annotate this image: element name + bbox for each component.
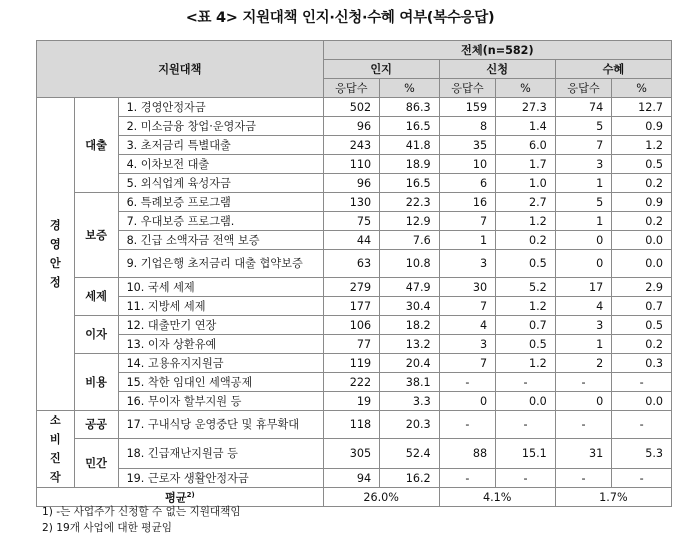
cell-percent: - bbox=[496, 373, 556, 392]
cell-count: 16 bbox=[439, 193, 495, 212]
cell-percent: 7.6 bbox=[380, 231, 440, 250]
section-label bbox=[37, 411, 75, 488]
cell-count: - bbox=[439, 373, 495, 392]
item-name: 12. 대출만기 연장 bbox=[118, 316, 323, 335]
cell-count: - bbox=[555, 469, 611, 488]
cell-count: 0 bbox=[555, 250, 611, 278]
cell-percent: 20.4 bbox=[380, 354, 440, 373]
cell-count: 279 bbox=[323, 278, 379, 297]
average-value: 1.7% bbox=[555, 488, 671, 507]
cell-percent: 18.9 bbox=[380, 155, 440, 174]
cell-percent: 0.2 bbox=[612, 335, 672, 354]
cell-percent: 16.5 bbox=[380, 174, 440, 193]
item-name: 14. 고용유지지원금 bbox=[118, 354, 323, 373]
cell-count: 1 bbox=[439, 231, 495, 250]
cell-count: 2 bbox=[555, 354, 611, 373]
cell-percent: 6.0 bbox=[496, 136, 556, 155]
cell-percent: 3.3 bbox=[380, 392, 440, 411]
cell-percent: 13.2 bbox=[380, 335, 440, 354]
cell-count: 7 bbox=[439, 212, 495, 231]
item-name: 2. 미소금융 창업·운영자금 bbox=[118, 117, 323, 136]
cell-count: 77 bbox=[323, 335, 379, 354]
header-sub: % bbox=[380, 79, 440, 98]
section-label-char: 진 bbox=[49, 452, 61, 465]
header-sub: % bbox=[612, 79, 672, 98]
cell-count: 19 bbox=[323, 392, 379, 411]
cell-percent: - bbox=[612, 411, 672, 439]
cell-count: 130 bbox=[323, 193, 379, 212]
cell-count: 3 bbox=[555, 316, 611, 335]
cell-count: 159 bbox=[439, 98, 495, 117]
header-total: 전체(n=582) bbox=[323, 41, 671, 60]
table-row bbox=[37, 278, 672, 297]
cell-percent: 12.9 bbox=[380, 212, 440, 231]
cell-percent: 0.9 bbox=[612, 193, 672, 212]
cell-count: 3 bbox=[439, 250, 495, 278]
item-name: 1. 경영안정자금 bbox=[118, 98, 323, 117]
cell-percent: 0.9 bbox=[612, 117, 672, 136]
item-name: 10. 국세 세제 bbox=[118, 278, 323, 297]
table-row bbox=[37, 316, 672, 335]
cell-count: 4 bbox=[439, 316, 495, 335]
item-name: 4. 이차보전 대출 bbox=[118, 155, 323, 174]
cell-count: 7 bbox=[439, 354, 495, 373]
footnote: 1) -는 사업주가 신청할 수 없는 지원대책임 bbox=[42, 506, 241, 518]
table-row bbox=[37, 354, 672, 373]
cell-percent: 27.3 bbox=[496, 98, 556, 117]
cell-percent: 2.7 bbox=[496, 193, 556, 212]
category-label: 비용 bbox=[74, 354, 118, 411]
cell-count: - bbox=[439, 469, 495, 488]
cell-count: 7 bbox=[555, 136, 611, 155]
cell-count: 74 bbox=[555, 98, 611, 117]
header-group-awareness: 인지 bbox=[323, 60, 439, 79]
cell-count: 4 bbox=[555, 297, 611, 316]
cell-count: - bbox=[555, 411, 611, 439]
cell-percent: - bbox=[496, 469, 556, 488]
cell-percent: 12.7 bbox=[612, 98, 672, 117]
table-row bbox=[37, 469, 672, 488]
table-row bbox=[37, 155, 672, 174]
section-label bbox=[37, 98, 75, 411]
cell-percent: 0.2 bbox=[612, 212, 672, 231]
item-name: 5. 외식업계 육성자금 bbox=[118, 174, 323, 193]
item-name: 6. 특례보증 프로그램 bbox=[118, 193, 323, 212]
header-group-application: 신청 bbox=[439, 60, 555, 79]
item-name: 19. 근로자 생활안정자금 bbox=[118, 469, 323, 488]
cell-count: 8 bbox=[439, 117, 495, 136]
section-label-char: 경 bbox=[49, 219, 61, 232]
cell-percent: 0.0 bbox=[496, 392, 556, 411]
cell-count: 177 bbox=[323, 297, 379, 316]
item-name: 11. 지방세 세제 bbox=[118, 297, 323, 316]
category-label: 세제 bbox=[74, 278, 118, 316]
cell-count: 243 bbox=[323, 136, 379, 155]
header-sub: % bbox=[496, 79, 556, 98]
category-label: 이자 bbox=[74, 316, 118, 354]
table-row bbox=[37, 335, 672, 354]
cell-count: 10 bbox=[439, 155, 495, 174]
cell-percent: 0.5 bbox=[612, 155, 672, 174]
cell-percent: 0.0 bbox=[612, 392, 672, 411]
cell-percent: 1.7 bbox=[496, 155, 556, 174]
category-label: 대출 bbox=[74, 98, 118, 193]
cell-count: 0 bbox=[555, 392, 611, 411]
table-row bbox=[37, 98, 672, 117]
item-name: 9. 기업은행 초저금리 대출 협약보증 bbox=[118, 250, 323, 278]
average-footnote-ref: 2) bbox=[186, 491, 195, 500]
section-label-char: 소 bbox=[49, 414, 61, 427]
cell-count: 96 bbox=[323, 174, 379, 193]
section-label-char: 작 bbox=[49, 471, 61, 484]
header-sub: 응답수 bbox=[555, 79, 611, 98]
cell-count: 1 bbox=[555, 174, 611, 193]
cell-percent: 0.0 bbox=[612, 231, 672, 250]
header-sub: 응답수 bbox=[439, 79, 495, 98]
cell-percent: 15.1 bbox=[496, 439, 556, 469]
cell-percent: 22.3 bbox=[380, 193, 440, 212]
table-row bbox=[37, 392, 672, 411]
average-value: 26.0% bbox=[323, 488, 439, 507]
cell-count: 6 bbox=[439, 174, 495, 193]
cell-percent: - bbox=[612, 469, 672, 488]
footnote: 2) 19개 사업에 대한 평균임 bbox=[42, 522, 172, 534]
table-row bbox=[37, 174, 672, 193]
cell-count: 110 bbox=[323, 155, 379, 174]
cell-percent: 47.9 bbox=[380, 278, 440, 297]
cell-percent: 10.8 bbox=[380, 250, 440, 278]
table-row bbox=[37, 373, 672, 392]
cell-percent: 16.5 bbox=[380, 117, 440, 136]
table-title: <표 4> 지원대책 인지·신청·수혜 여부(복수응답) bbox=[185, 10, 495, 26]
cell-count: 106 bbox=[323, 316, 379, 335]
cell-count: - bbox=[555, 373, 611, 392]
cell-count: 30 bbox=[439, 278, 495, 297]
section-label-char: 안 bbox=[49, 257, 61, 270]
cell-count: 96 bbox=[323, 117, 379, 136]
header-sub: 응답수 bbox=[323, 79, 379, 98]
item-name: 16. 무이자 할부지원 등 bbox=[118, 392, 323, 411]
cell-count: 17 bbox=[555, 278, 611, 297]
cell-percent: 0.5 bbox=[496, 250, 556, 278]
cell-percent: 5.3 bbox=[612, 439, 672, 469]
item-name: 15. 착한 임대인 세액공제 bbox=[118, 373, 323, 392]
table-row bbox=[37, 439, 672, 469]
cell-percent: 0.2 bbox=[496, 231, 556, 250]
cell-count: 1 bbox=[555, 335, 611, 354]
cell-count: 3 bbox=[439, 335, 495, 354]
cell-percent: 86.3 bbox=[380, 98, 440, 117]
cell-percent: 0.5 bbox=[612, 316, 672, 335]
item-name: 18. 긴급재난지원금 등 bbox=[118, 439, 323, 469]
cell-percent: 1.0 bbox=[496, 174, 556, 193]
cell-percent: - bbox=[496, 411, 556, 439]
cell-count: 63 bbox=[323, 250, 379, 278]
data-table bbox=[36, 40, 672, 507]
cell-percent: 41.8 bbox=[380, 136, 440, 155]
table-row bbox=[37, 231, 672, 250]
cell-count: 94 bbox=[323, 469, 379, 488]
category-label: 보증 bbox=[74, 193, 118, 278]
cell-count: 502 bbox=[323, 98, 379, 117]
cell-count: 222 bbox=[323, 373, 379, 392]
cell-percent: 20.3 bbox=[380, 411, 440, 439]
table-row bbox=[37, 250, 672, 278]
cell-percent: 0.7 bbox=[612, 297, 672, 316]
item-name: 7. 우대보증 프로그램. bbox=[118, 212, 323, 231]
cell-count: 7 bbox=[439, 297, 495, 316]
cell-percent: 5.2 bbox=[496, 278, 556, 297]
cell-count: 118 bbox=[323, 411, 379, 439]
cell-percent: 30.4 bbox=[380, 297, 440, 316]
cell-count: 44 bbox=[323, 231, 379, 250]
cell-percent: 1.4 bbox=[496, 117, 556, 136]
average-value: 4.1% bbox=[439, 488, 555, 507]
item-name: 17. 구내식당 운영중단 및 휴무확대 bbox=[118, 411, 323, 439]
cell-count: - bbox=[439, 411, 495, 439]
table-row bbox=[37, 193, 672, 212]
header-policy: 지원대책 bbox=[37, 41, 324, 98]
category-label: 민간 bbox=[74, 439, 118, 488]
item-name: 3. 초저금리 특별대출 bbox=[118, 136, 323, 155]
footnotes bbox=[42, 504, 241, 536]
section-label-char: 정 bbox=[49, 276, 61, 289]
table-row bbox=[37, 297, 672, 316]
cell-percent: 16.2 bbox=[380, 469, 440, 488]
section-label-char: 영 bbox=[49, 238, 61, 251]
cell-percent: 2.9 bbox=[612, 278, 672, 297]
cell-percent: 1.2 bbox=[612, 136, 672, 155]
cell-count: 305 bbox=[323, 439, 379, 469]
cell-count: 1 bbox=[555, 212, 611, 231]
cell-count: 0 bbox=[439, 392, 495, 411]
cell-percent: 1.2 bbox=[496, 354, 556, 373]
item-name: 8. 긴급 소액자금 전액 보증 bbox=[118, 231, 323, 250]
cell-count: 5 bbox=[555, 193, 611, 212]
section-label-char: 비 bbox=[49, 433, 61, 446]
category-label: 공공 bbox=[74, 411, 118, 439]
cell-percent: 18.2 bbox=[380, 316, 440, 335]
cell-percent: 1.2 bbox=[496, 212, 556, 231]
average-label-text: 평균 bbox=[164, 491, 187, 505]
cell-percent: 38.1 bbox=[380, 373, 440, 392]
cell-percent: 0.3 bbox=[612, 354, 672, 373]
cell-percent: - bbox=[612, 373, 672, 392]
cell-count: 119 bbox=[323, 354, 379, 373]
cell-count: 31 bbox=[555, 439, 611, 469]
cell-percent: 0.2 bbox=[612, 174, 672, 193]
cell-count: 35 bbox=[439, 136, 495, 155]
cell-count: 75 bbox=[323, 212, 379, 231]
cell-percent: 0.7 bbox=[496, 316, 556, 335]
cell-count: 88 bbox=[439, 439, 495, 469]
cell-count: 3 bbox=[555, 155, 611, 174]
cell-count: 5 bbox=[555, 117, 611, 136]
table-row bbox=[37, 117, 672, 136]
table-row bbox=[37, 411, 672, 439]
table-row bbox=[37, 136, 672, 155]
cell-count: 0 bbox=[555, 231, 611, 250]
cell-percent: 52.4 bbox=[380, 439, 440, 469]
cell-percent: 0.0 bbox=[612, 250, 672, 278]
header-group-benefit: 수혜 bbox=[555, 60, 671, 79]
cell-percent: 1.2 bbox=[496, 297, 556, 316]
cell-percent: 0.5 bbox=[496, 335, 556, 354]
item-name: 13. 이자 상환유예 bbox=[118, 335, 323, 354]
table-row bbox=[37, 212, 672, 231]
